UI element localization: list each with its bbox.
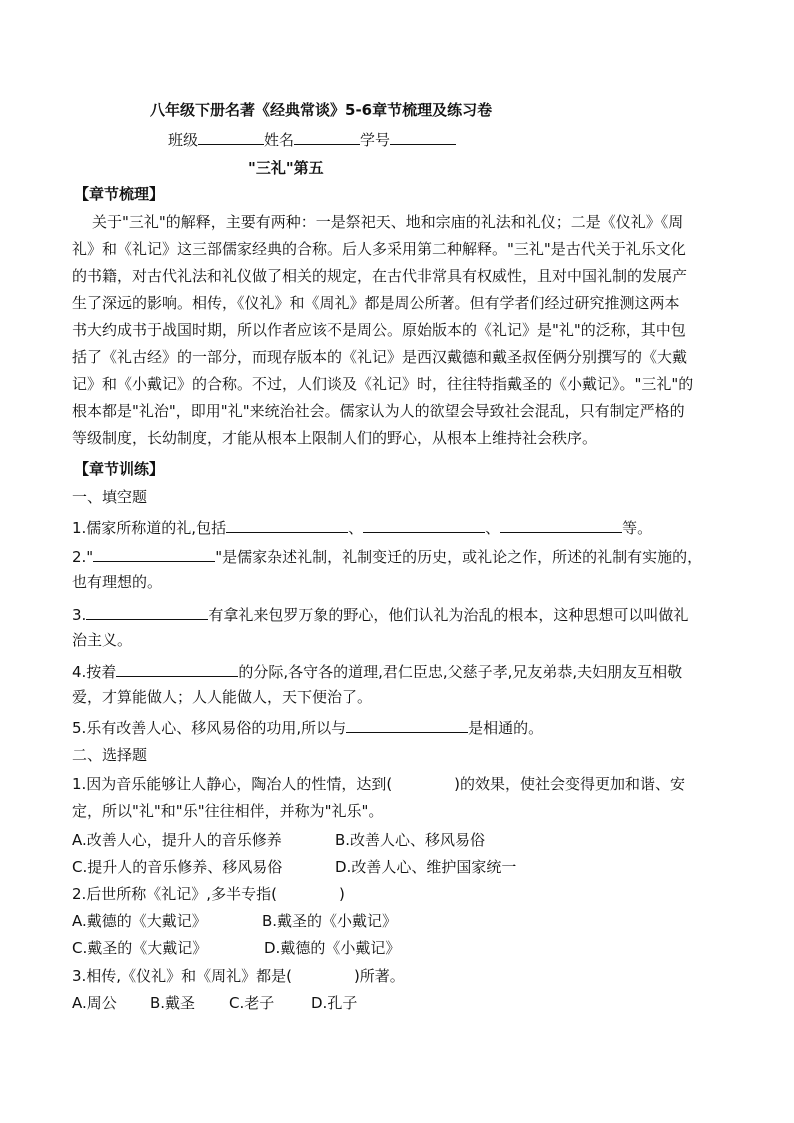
name-label: 姓名 — [264, 131, 295, 149]
fill-question-2: 2." "是儒家杂述礼制，礼制变迁的历史，或礼论之作，所述的礼制有实施的， — [72, 545, 702, 567]
choice-question-3: 3.相传,《仪礼》和《周礼》都是( )所著。 — [72, 967, 405, 985]
fill-question-4-cont: 爱，才算能做人；人人能做人，天下便治了。 — [72, 688, 373, 706]
review-line: 记》和《小戴记》的合称。不过，人们谈及《礼记》时，往往特指戴圣的《小戴记》。"三礼"的 — [72, 375, 694, 393]
answer-blank[interactable] — [346, 716, 468, 733]
id-label: 学号 — [360, 131, 391, 149]
answer-blank[interactable] — [116, 660, 238, 677]
fill-question-1: 1.儒家所称道的礼,包括 、 、 等。 — [72, 516, 652, 538]
review-line: 生了深远的影响。相传，《仪礼》和《周礼》都是周公所著。但有学者们经过研究推测这两本 — [72, 294, 680, 312]
choice-options-row — [72, 857, 516, 877]
option-c[interactable]: C.戴圣的《大戴记》 — [72, 939, 208, 957]
review-line: 书大约成书于战国时期，所以作者应该不是周公。原始版本的《礼记》是"礼"的泛称，其中包 — [72, 321, 686, 339]
choice-question-2: 2.后世所称《礼记》,多半专指( ) — [72, 885, 345, 903]
answer-blank[interactable] — [500, 516, 622, 533]
class-label: 班级 — [168, 131, 199, 149]
option-b[interactable]: B.戴圣的《小戴记》 — [262, 912, 398, 930]
fill-question-3: 3. 有拿礼来包罗万象的野心，他们认礼为治乱的根本，这种思想可以叫做礼 — [72, 603, 688, 625]
option-d[interactable]: D.改善人心、维护国家统一 — [335, 858, 517, 876]
option-a[interactable]: A.改善人心，提升人的音乐修养 — [72, 831, 282, 849]
option-d[interactable]: D.孔子 — [311, 994, 358, 1012]
section-practice-heading: 【章节训练】 — [74, 460, 165, 478]
student-info — [168, 128, 456, 150]
fill-question-2-cont: 也有理想的。 — [72, 573, 163, 591]
review-line: 的书籍，对古代礼法和礼仪做了相关的规定，在古代非常具有权威性，且对中国礼制的发展产 — [72, 267, 688, 285]
fill-question-4: 4.按着 的分际,各守各的道理,君仁臣忠,父慈子孝,兄友弟恭,夫妇朋友互相敬 — [72, 660, 682, 682]
option-c[interactable]: C.提升人的音乐修养、移风易俗 — [72, 858, 283, 876]
choice-question-1-cont: 定，所以"礼"和"乐"往往相伴，并称为"礼乐"。 — [72, 802, 384, 820]
review-line: 根本都是"礼治"，即用"礼"来统治社会。儒家认为人的欲望会导致社会混乱，只有制定严格的 — [72, 402, 685, 420]
fill-question-5: 5.乐有改善人心、移风易俗的功用,所以与 是相通的。 — [72, 716, 543, 738]
document-title: 八年级下册名著《经典常谈》5-6章节梳理及练习卷 — [150, 101, 493, 119]
id-blank[interactable] — [390, 128, 456, 145]
review-line: 等级制度，长幼制度，才能从根本上限制人们的野心，从根本上维持社会秩序。 — [72, 429, 598, 447]
class-blank[interactable] — [198, 128, 264, 145]
answer-blank[interactable] — [363, 516, 485, 533]
choice-options-row — [72, 830, 485, 850]
part1-title: 一、填空题 — [72, 488, 148, 506]
name-blank[interactable] — [294, 128, 360, 145]
answer-blank[interactable] — [93, 545, 215, 562]
answer-blank[interactable] — [226, 516, 348, 533]
option-d[interactable]: D.戴德的《小戴记》 — [264, 939, 401, 957]
option-c[interactable]: C.老子 — [229, 994, 275, 1012]
option-a[interactable]: A.戴德的《大戴记》 — [72, 912, 207, 930]
option-a[interactable]: A.周公 — [72, 994, 117, 1012]
fill-question-3-cont: 治主义。 — [72, 631, 133, 649]
choice-options-row — [72, 993, 357, 1013]
review-line: 关于"三礼"的解释，主要有两种：一是祭祀天、地和宗庙的礼法和礼仪；二是《仪礼》《周 — [92, 213, 684, 231]
choice-options-row — [72, 938, 400, 958]
section-review-heading: 【章节梳理】 — [74, 185, 165, 203]
option-b[interactable]: B.改善人心、移风易俗 — [335, 831, 486, 849]
part2-title: 二、选择题 — [72, 746, 148, 764]
option-b[interactable]: B.戴圣 — [150, 994, 196, 1012]
review-line: 括了《礼古经》的一部分，而现存版本的《礼记》是西汉戴德和戴圣叔侄俩分别撰写的《大戴 — [72, 348, 688, 366]
answer-blank[interactable] — [86, 603, 208, 620]
review-line: 礼》和《礼记》这三部儒家经典的合称。后人多采用第二种解释。"三礼"是古代关于礼乐文化 — [72, 240, 686, 258]
choice-question-1: 1.因为音乐能够让人静心，陶冶人的性情，达到( )的效果，使社会变得更加和谐、安 — [72, 775, 686, 793]
choice-options-row — [72, 911, 397, 931]
chapter-title: "三礼"第五 — [248, 159, 324, 177]
